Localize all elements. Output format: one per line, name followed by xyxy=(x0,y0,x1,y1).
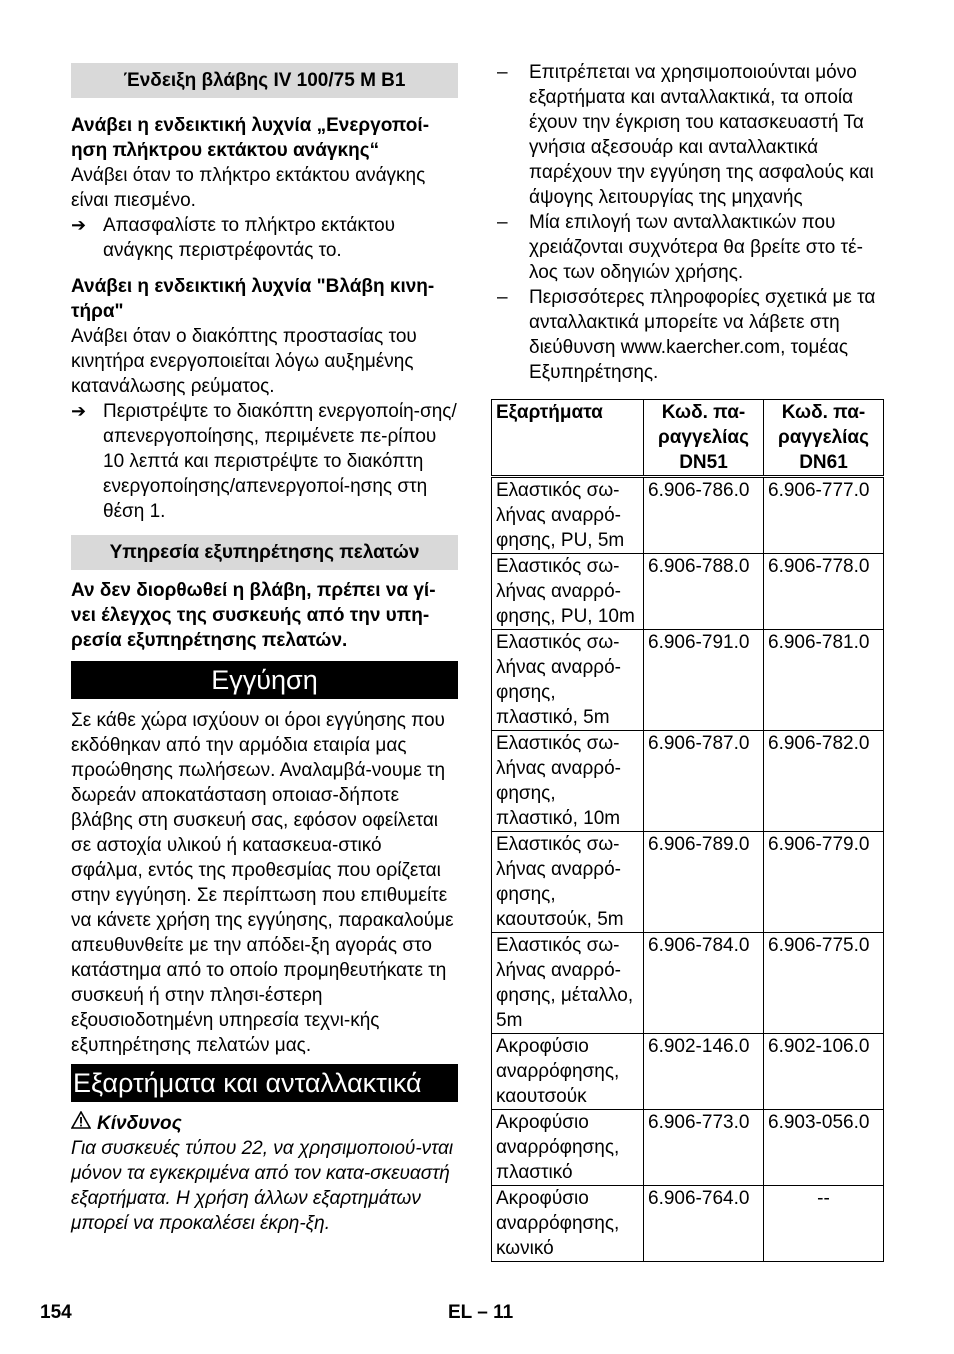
fault1-action xyxy=(71,213,458,263)
list-item xyxy=(497,210,884,285)
warranty-text: Σε κάθε χώρα ισχύουν οι όροι εγγύησης που εκδόθηκαν από την αρμόδια εταιρία μας προώθησης πωλήσεων. Αναλαμβά-νουμε τη δωρεάν αποκατάσταση οποιασ-δήποτε βλάβης στη συσκευή σας, εφόσον οφείλεται σε αστοχία υλικού ή κατασκευα-στικό σφάλμα, εντός της προθεσμίας που ορίζεται στην εγγύηση. Σε περίπτωση που επιθυμείτε να κάνετε χρήση της εγγύησης, παρακαλούμε απευθυνθείτε με την απόδει-ξη αγοράς στο κατάστημα από το οποίο προμηθευτήκατε τη συσκευή ή στην πλησι-έστερη εξουσιοδοτημένη υπηρεσία τεχνι-κής εξυπηρέτησης πελατών μας. xyxy=(71,710,454,1056)
arrow-right-icon: ➔ xyxy=(71,401,87,421)
table-row xyxy=(492,477,884,554)
table-row xyxy=(492,832,884,933)
table-header-row xyxy=(492,400,884,477)
fault2-title: Ανάβει η ενδεικτική λυχνία "Βλάβη κινη-τήρα" xyxy=(71,276,435,322)
part-name: Ελαστικός σω-λήνας αναρρό-φησης, PU, 10m xyxy=(492,554,644,630)
bullet-dash: – xyxy=(497,62,508,83)
service-text: Αν δεν διορθωθεί η βλάβη, πρέπει να γί-νει έλεγχος της συσκευής από την υπη-ρεσία εξυπηρέτησης πελατών. xyxy=(71,580,436,651)
bullet-dash: – xyxy=(497,212,508,233)
part-code-dn51: 6.906-764.0 xyxy=(644,1186,764,1262)
table-row xyxy=(492,1186,884,1262)
parts-table xyxy=(491,399,884,1262)
fault-heading: Ένδειξη βλάβης IV 100/75 M B1 xyxy=(71,63,458,98)
fault1-action-text: Απασφαλίστε το πλήκτρο εκτάκτου ανάγκης περιστρέφοντάς το. xyxy=(103,215,396,261)
page-number: 154 xyxy=(40,1302,72,1323)
part-code-dn51: 6.906-773.0 xyxy=(644,1110,764,1186)
part-code-dn61: 6.906-777.0 xyxy=(764,477,884,554)
part-code-dn51: 6.906-788.0 xyxy=(644,554,764,630)
warning-triangle-icon xyxy=(71,1111,97,1136)
part-code-dn61: 6.906-775.0 xyxy=(764,933,884,1034)
part-code-dn61: 6.906-778.0 xyxy=(764,554,884,630)
part-code-dn61: -- xyxy=(764,1186,884,1262)
list-item xyxy=(497,60,884,210)
part-name: Ελαστικός σω-λήνας αναρρό-φησης, πλαστικό, 5m xyxy=(492,630,644,731)
table-row xyxy=(492,1034,884,1110)
service-heading: Υπηρεσία εξυπηρέτησης πελατών xyxy=(71,535,458,570)
fault1-text: Ανάβει όταν το πλήκτρο εκτάκτου ανάγκης είναι πιεσμένο. xyxy=(71,165,426,211)
part-name: Ακροφύσιο αναρρόφησης, κωνικό xyxy=(492,1186,644,1262)
part-code-dn51: 6.906-787.0 xyxy=(644,731,764,832)
part-name: Ελαστικός σω-λήνας αναρρό-φησης, πλαστικό, 10m xyxy=(492,731,644,832)
part-name: Ακροφύσιο αναρρόφησης, πλαστικό xyxy=(492,1110,644,1186)
part-code-dn51: 6.906-791.0 xyxy=(644,630,764,731)
column-header-parts: Εξαρτήματα xyxy=(492,400,644,477)
list-item-text: Περισσότερες πληροφορίες σχετικά με τα ανταλλακτικά μπορείτε να λάβετε στη διεύθυνση www.kaercher.com, τομέας Εξυπηρέτησης. xyxy=(529,287,876,383)
part-code-dn51: 6.906-784.0 xyxy=(644,933,764,1034)
list-item xyxy=(497,285,884,385)
part-name: Ελαστικός σω-λήνας αναρρό-φησης, μέταλλο, 5m xyxy=(492,933,644,1034)
language-code: EL xyxy=(448,1302,472,1323)
fault2-action-text: Περιστρέψτε το διακόπτη ενεργοποίη-σης/απενεργοποίησης, περιμένετε πε-ρίπου 10 λεπτά και περιστρέψτε το διακόπτη ενεργοποίησης/απενεργοποί-ησης στη θέση 1. xyxy=(103,401,457,522)
part-code-dn61: 6.906-782.0 xyxy=(764,731,884,832)
fault2-action xyxy=(71,399,458,524)
warranty-heading: Εγγύηση xyxy=(71,661,458,699)
arrow-right-icon: ➔ xyxy=(71,215,87,235)
part-code-dn51: 6.902-146.0 xyxy=(644,1034,764,1110)
left-column xyxy=(71,63,458,1236)
part-code-dn51: 6.906-786.0 xyxy=(644,477,764,554)
table-row xyxy=(492,1110,884,1186)
footer-language xyxy=(448,1300,513,1325)
right-column xyxy=(497,60,884,385)
column-header-dn51: Κωδ. πα-ραγγελίας DN51 xyxy=(644,400,764,477)
column-header-dn61: Κωδ. πα-ραγγελίας DN61 xyxy=(764,400,884,477)
accessories-heading: Εξαρτήματα και ανταλλακτικά xyxy=(71,1064,458,1102)
table-row xyxy=(492,630,884,731)
table-row xyxy=(492,933,884,1034)
bullet-dash: – xyxy=(497,287,508,308)
fault1-title: Ανάβει η ενδεικτική λυχνία „Ενεργοποί-ηση πλήκτρου εκτάκτου ανάγκης“ xyxy=(71,115,430,161)
fault2-text: Ανάβει όταν ο διακόπτης προστασίας του κινητήρα ενεργοποιείται λόγω αυξημένης κατανάλωσης ρεύματος. xyxy=(71,326,417,397)
list-item-text: Επιτρέπεται να χρησιμοποιούνται μόνο εξαρτήματα και ανταλλακτικά, τα οποία έχουν την έγκριση του κατασκευαστή Τα γνήσια αξεσουάρ και ανταλλακτικά παρέχουν την εγγύηση της ασφαλούς και άψογης λειτουργίας της μηχανής xyxy=(529,62,874,208)
danger-row xyxy=(71,1111,458,1136)
part-code-dn61: 6.906-779.0 xyxy=(764,832,884,933)
section-page: – 11 xyxy=(477,1302,514,1323)
table-row xyxy=(492,731,884,832)
part-name: Ελαστικός σω-λήνας αναρρό-φησης, καουτσούκ, 5m xyxy=(492,832,644,933)
part-name: Ακροφύσιο αναρρόφησης, καουτσούκ xyxy=(492,1034,644,1110)
part-code-dn61: 6.906-781.0 xyxy=(764,630,884,731)
danger-text: Για συσκευές τύπου 22, να χρησιμοποιού-νται μόνον τα εγκεκριμένα από τον κατα-σκευαστή εξαρτήματα. Η χρήση άλλων εξαρτημάτων μπορεί να προκαλέσει έκρη-ξη. xyxy=(71,1138,454,1234)
part-code-dn61: 6.903-056.0 xyxy=(764,1110,884,1186)
part-code-dn51: 6.906-789.0 xyxy=(644,832,764,933)
table-row xyxy=(492,554,884,630)
danger-label: Κίνδυνος xyxy=(97,1113,182,1134)
list-item-text: Μία επιλογή των ανταλλακτικών που χρειάζονται συχνότερα θα βρείτε στο τέ-λος των οδηγιών χρήσης. xyxy=(529,212,863,283)
part-code-dn61: 6.902-106.0 xyxy=(764,1034,884,1110)
part-name: Ελαστικός σω-λήνας αναρρό-φησης, PU, 5m xyxy=(492,477,644,554)
